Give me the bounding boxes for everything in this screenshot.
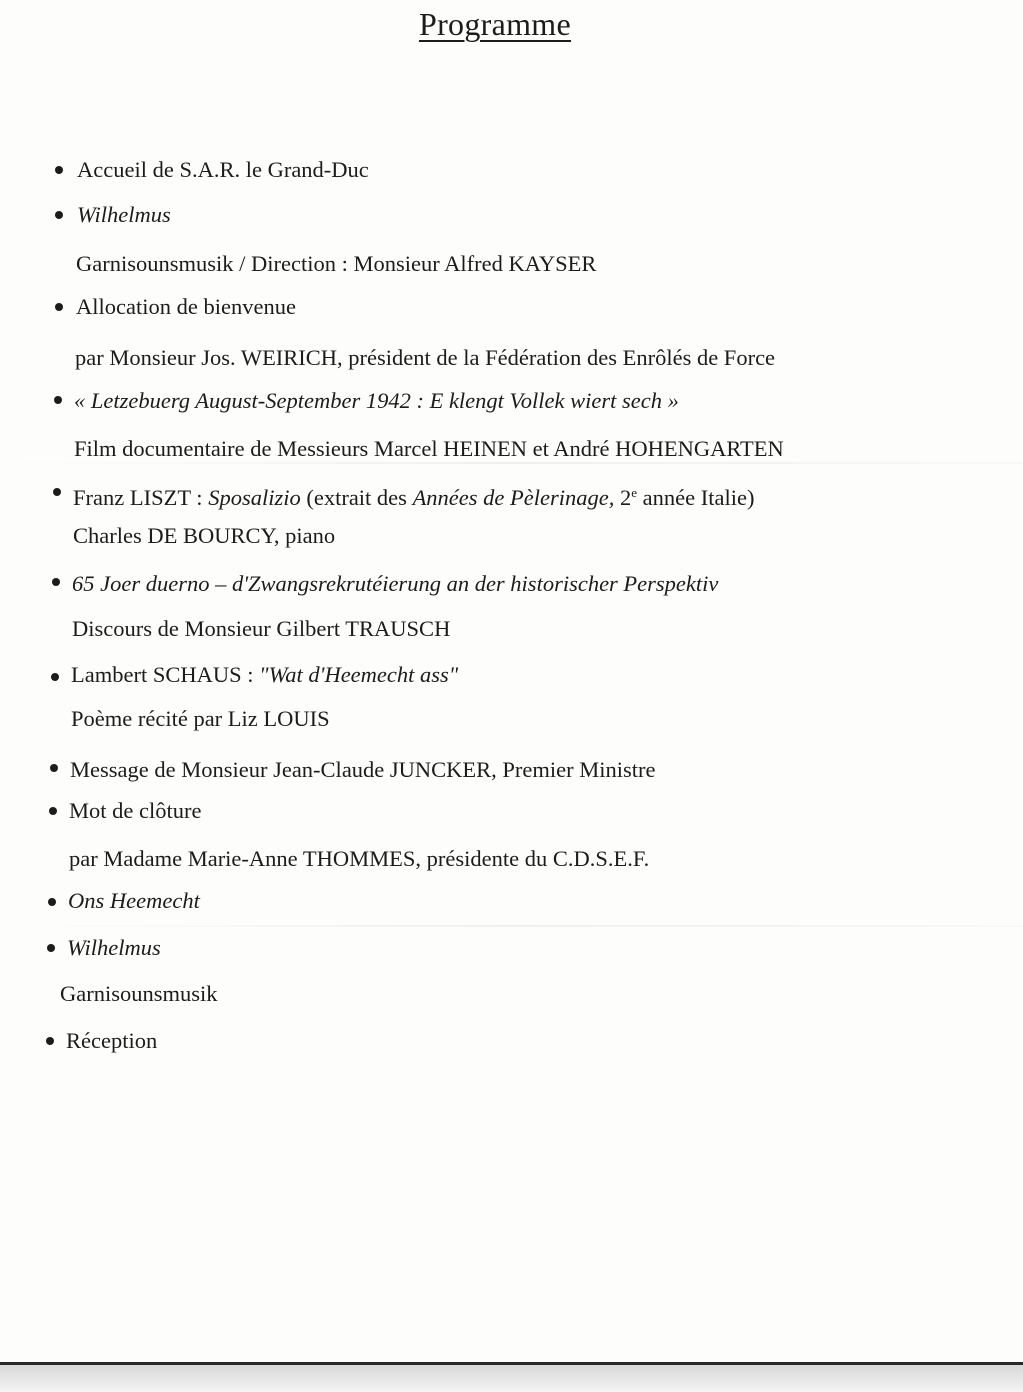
programme-item-film: « Letzebuerg August-September 1942 : E klengt Vollek wiert sech » xyxy=(74,388,679,413)
programme-item-reception: Réception xyxy=(66,1028,158,1053)
programme-item-wilhelmus: Wilhelmus xyxy=(77,202,171,227)
schaus-author: Lambert SCHAUS : xyxy=(71,662,260,687)
page-title: Programme xyxy=(419,6,571,42)
programme-item-wilhelmus-2: Wilhelmus xyxy=(67,935,161,960)
programme-item-closing: Mot de clôture xyxy=(69,798,202,823)
bullet-icon xyxy=(55,166,63,174)
liszt-year-sup: e xyxy=(631,485,638,500)
programme-item-welcome: Accueil de S.A.R. le Grand-Duc xyxy=(77,157,369,182)
bullet-icon xyxy=(54,396,62,404)
programme-item-schaus-detail: Poème récité par Liz LOUIS xyxy=(71,706,330,731)
programme-item-65-joer: 65 Joer duerno – d'Zwangsrekrutéierung an der historischer Perspektiv xyxy=(72,571,719,596)
liszt-year-rest: année Italie) xyxy=(637,485,755,510)
bullet-icon xyxy=(55,303,63,311)
bullet-icon xyxy=(49,807,57,815)
programme-item-wilhelmus-2-detail: Garnisounsmusik xyxy=(60,981,218,1006)
liszt-extract: (extrait des xyxy=(300,485,413,510)
bullet-icon xyxy=(51,673,59,681)
liszt-collection: Années de Pèlerinage, xyxy=(412,485,615,510)
paper-fold-line xyxy=(0,925,1023,927)
liszt-composer: Franz LISZT : xyxy=(73,485,209,510)
programme-item-wilhelmus-detail: Garnisounsmusik / Direction : Monsieur Alfred KAYSER xyxy=(76,251,597,276)
programme-item-65-joer-detail: Discours de Monsieur Gilbert TRAUSCH xyxy=(72,616,451,641)
programme-item-message: Message de Monsieur Jean-Claude JUNCKER, Premier Ministre xyxy=(70,757,656,782)
programme-item-allocation: Allocation de bienvenue xyxy=(76,294,296,319)
bullet-icon xyxy=(52,578,60,586)
scan-bottom-shadow xyxy=(0,1365,1023,1392)
liszt-work: Sposalizio xyxy=(208,485,301,510)
bullet-icon xyxy=(55,211,63,219)
programme-item-schaus xyxy=(71,661,458,689)
programme-item-film-detail: Film documentaire de Messieurs Marcel HEINEN et André HOHENGARTEN xyxy=(74,436,784,461)
liszt-year-number: 2 xyxy=(614,485,632,510)
programme-item-allocation-detail: par Monsieur Jos. WEIRICH, président de la Fédération des Enrôlés de Force xyxy=(75,345,776,370)
schaus-poem: "Wat d'Heemecht ass" xyxy=(259,662,459,687)
bullet-icon xyxy=(48,898,56,906)
programme-item-liszt-detail: Charles DE BOURCY, piano xyxy=(73,523,336,548)
programme-item-ons-heemecht: Ons Heemecht xyxy=(68,888,200,913)
programme-item-liszt xyxy=(73,479,754,512)
programme-item-closing-detail: par Madame Marie-Anne THOMMES, présidente du C.D.S.E.F. xyxy=(69,846,650,871)
bullet-icon xyxy=(47,944,55,952)
bullet-icon xyxy=(53,488,61,496)
bullet-icon xyxy=(50,764,58,772)
bullet-icon xyxy=(46,1037,54,1045)
